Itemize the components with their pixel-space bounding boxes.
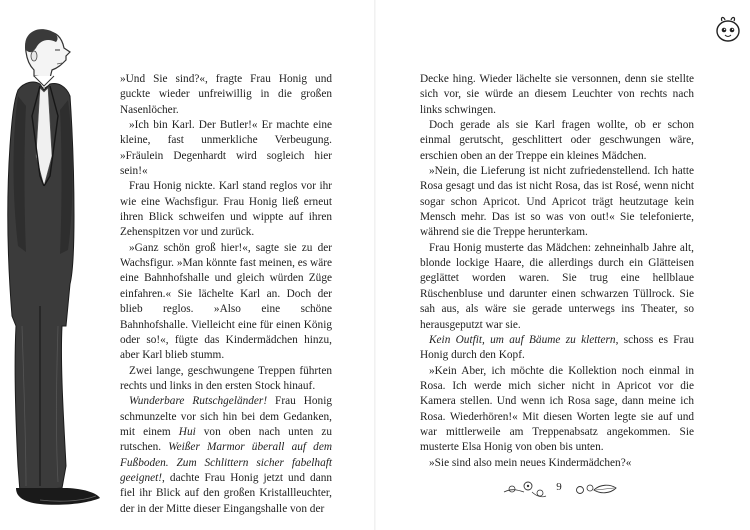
text-run: , schoss es Frau Honig durch den Kopf. [420,333,694,362]
text-run: »Kein Aber, ich möchte die Kollektion noch einmal in Rosa. Ich werde mich sicher nicht in Apricot vor die Kamera stellen. Und wenn ich Rosa sage, dann meine ich Rosa. Wiederhören!« Mit diesen Worten legte sie auf und war mittlerweile am Treppenabsatz angekommen. Sie musterte Elsa Honig von oben bis unten. [420,364,694,454]
text-run: von oben nach unten zu rutschen. [120,425,332,454]
page-number: 9 [556,481,562,493]
italic-text: Weißer Marmor überall auf dem Fußboden. Zum Schlittern sicher fabelhaft geeignet! [120,441,332,484]
bee-face-icon [714,15,742,43]
text-run: »Und Sie sind?«, fragte Frau Honig und guckte wieder unfreiwillig in die großen Nasenlöcher. [120,73,332,116]
paragraph [120,364,332,395]
text-run: Doch gerade als sie Karl fragen wollte, ob er schon einmal gerutscht, geschlittert oder geschwungen wäre, erschien oben an der Treppe ein kleines Mädchen. [420,119,694,162]
paragraph [120,118,332,179]
paragraph [120,179,332,240]
paragraph [420,164,694,241]
italic-text: Hui [178,425,196,438]
italic-text: Kein Outfit, um auf Bäume zu klettern [429,333,616,346]
left-page-text [120,72,332,517]
text-run: Frau Honig musterte das Mädchen: zehneinhalb Jahre alt, blonde lockige Haare, die allerdings durch ein Glätteisen geglättet worden waren. Sie trug eine hellblaue Rüschenbluse und darunter einen schwarzen Tüllrock. Sie sah aus, als wäre sie gerade unterwegs ins Theater, so herausgeputzt war sie. [420,241,694,331]
paragraph [420,456,694,471]
text-run: »Ich bin Karl. Der Butler!« Er machte eine kleine, fast unmerkliche Verbeugung. »Fräulein Degenhardt wird sogleich hier sein!« [120,119,332,178]
flower-ornament-icon [502,478,548,500]
leaf-ornament-icon [572,478,618,500]
text-run: »Nein, die Lieferung ist nicht zufriedenstellend. Ich hatte Rosa gesagt und das ist nicht Rosa, das ist Rosé, wenn nicht sogar schon Apricot. Und Apricot trägt heutzutage kein Mensch mehr. Das ist so was von out!« Sie telefonierte, während sie die Treppe herunterkam. [420,165,694,239]
paragraph [420,72,694,118]
text-run: Frau Honig schmunzelte vor sich hin bei dem Gedanken, mit einem [120,395,332,438]
paragraph [420,241,694,333]
paragraph [120,394,332,517]
paragraph [420,333,694,364]
right-page-text [420,72,694,471]
text-run: Zwei lange, geschwungene Treppen führten rechts und links in den ersten Stock hinauf. [120,364,332,392]
page-gutter [374,0,376,530]
text-run: , dachte Frau Honig jetzt und dann fiel ihr Blick auf den großen Kristallleuchter, der in der Mitte dieser Eingangshalle von der [120,471,332,515]
italic-text: Wunderbare Rutschgeländer! [129,395,268,408]
butler-illustration [0,26,120,516]
paragraph [420,364,694,456]
text-run: »Ganz schön groß hier!«, sagte sie zu der Wachsfigur. »Man könnte fast meinen, es wäre eine Bahnhofshalle und gleich würden Züge einfahren.« Sie lächelte Karl an. Doch der blieb reglos. »Also eine schöne Bahnhofshalle. Vielleicht eine für einen König oder so!«, fügte das Kindermädchen hinzu, aber Karl blieb stumm. [120,241,332,362]
text-run: »Sie sind also mein neues Kindermädchen?« [429,456,632,469]
text-run: Decke hing. Wieder lächelte sie versonnen, denn sie stellte sich vor, sie würde an diesem Leuchter von rechts nach links schwingen. [420,73,694,116]
paragraph [420,118,694,164]
paragraph [120,72,332,118]
text-run: Frau Honig nickte. Karl stand reglos vor ihr wie eine Wachsfigur. Frau Honig ließ erneut ihren Blick schweifen und wippte auf ihren Zehenspitzen vor und zurück. [120,180,332,239]
paragraph [120,241,332,364]
